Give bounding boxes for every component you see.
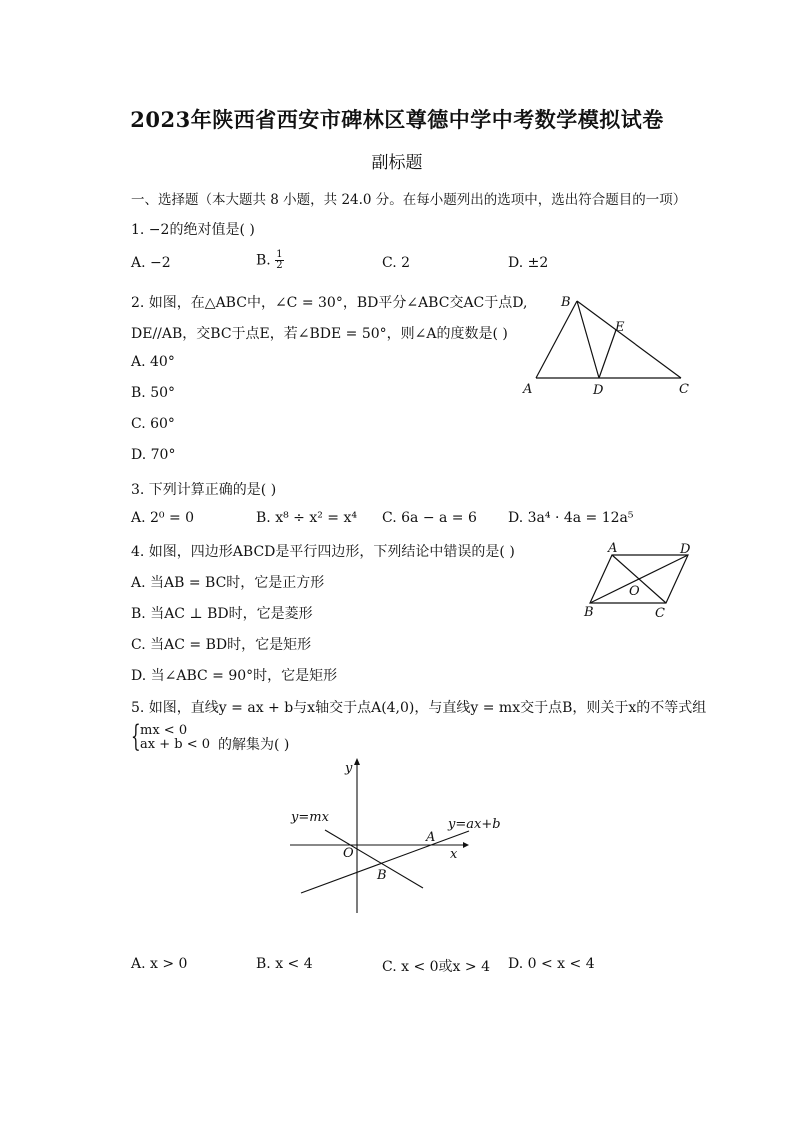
q1-option-c: C. 2 <box>382 255 411 271</box>
x-axis-arrow <box>463 842 469 848</box>
q1-option-b <box>256 250 284 271</box>
q5-stem-tail: 的解集为( ) <box>218 737 290 753</box>
axis-label-y: y <box>345 761 353 776</box>
q1-option-a: A. −2 <box>131 255 171 271</box>
point-label-b: B <box>584 605 594 620</box>
point-label-b: B <box>377 868 387 883</box>
page-subtitle: 副标题 <box>371 153 423 173</box>
q1-option-d: D. ±2 <box>508 255 549 271</box>
q3-option-c: C. 6a − a = 6 <box>382 510 477 526</box>
q5-option-d: D. 0 < x < 4 <box>508 956 595 972</box>
fraction-numerator: 1 <box>276 249 283 260</box>
q3-stem: 3. 下列计算正确的是( ) <box>131 482 277 498</box>
q2-option-d: D. 70° <box>131 447 176 463</box>
fraction-denominator: 2 <box>276 260 283 271</box>
point-label-a: A <box>523 382 533 397</box>
section-heading: 一、选择题（本大题共 8 小题，共 24.0 分。在每小题列出的选项中，选出符合题目的一项） <box>131 192 687 208</box>
point-label-a: A <box>426 830 436 845</box>
q2-option-b: B. 50° <box>131 385 176 401</box>
inequality-1: mx < 0 <box>140 723 188 738</box>
q2-stem-line2: DE//AB，交BC于点E，若∠BDE = 50°，则∠A的度数是( ) <box>131 326 508 342</box>
q4-option-b: B. 当AC ⊥ BD时，它是菱形 <box>131 606 313 622</box>
point-label-e: E <box>615 320 625 335</box>
q5-inequality-system <box>140 724 210 752</box>
inequality-2: ax + b < 0 <box>140 737 210 752</box>
q2-stem-line1: 2. 如图，在△ABC中，∠C = 30°，BD平分∠ABC交AC于点D, <box>131 295 528 311</box>
point-label-c: C <box>655 606 665 621</box>
point-label-a: A <box>608 541 618 556</box>
q5-option-b: B. x < 4 <box>256 956 313 972</box>
point-label-b: B <box>561 295 571 310</box>
point-label-d: D <box>680 542 691 557</box>
q1-option-b-fraction <box>275 250 283 271</box>
segment-bd <box>577 301 599 378</box>
q3-option-d: D. 3a⁴ · 4a = 12a⁵ <box>508 510 634 526</box>
q1-option-b-label: B. <box>256 252 271 269</box>
q4-option-c: C. 当AC = BD时，它是矩形 <box>131 637 312 653</box>
q5-option-c: C. x < 0或x > 4 <box>382 959 490 975</box>
q5-stem: 5. 如图，直线y = ax + b与x轴交于点A(4,0)，与直线y = mx交于点B，则关于x的不等式组 <box>131 700 707 716</box>
system-brace: { <box>131 719 141 754</box>
segment-ab <box>536 301 577 378</box>
line-label-y-mx: y=mx <box>291 810 329 825</box>
q1-stem: 1. −2的绝对值是( ) <box>131 222 255 238</box>
q4-stem: 4. 如图，四边形ABCD是平行四边形，下列结论中错误的是( ) <box>131 544 515 560</box>
origin-label: O <box>343 846 354 861</box>
q4-option-d: D. 当∠ABC = 90°时，它是矩形 <box>131 668 338 684</box>
q2-option-a: A. 40° <box>131 354 175 370</box>
point-label-o: O <box>629 584 640 599</box>
q3-option-b: B. x⁸ ÷ x² = x⁴ <box>256 510 357 526</box>
segment-bc <box>577 301 681 378</box>
q5-graph-figure <box>285 755 515 920</box>
q4-parallelogram-figure <box>580 540 695 620</box>
q2-triangle-figure <box>515 290 700 400</box>
segment-de <box>599 330 616 378</box>
y-axis-arrow <box>354 758 360 765</box>
point-label-d: D <box>593 383 604 398</box>
point-label-c: C <box>679 382 689 397</box>
axis-label-x: x <box>450 847 458 862</box>
q4-option-a: A. 当AB = BC时，它是正方形 <box>131 575 325 591</box>
line-y-ax-plus-b <box>301 831 469 893</box>
page-title: 2023年陕西省西安市碑林区尊德中学中考数学模拟试卷 <box>130 107 664 132</box>
q3-option-a: A. 2⁰ = 0 <box>131 510 195 526</box>
q5-option-a: A. x > 0 <box>131 956 188 972</box>
line-label-y-ax-plus-b: y=ax+b <box>448 817 501 832</box>
q2-option-c: C. 60° <box>131 416 175 432</box>
